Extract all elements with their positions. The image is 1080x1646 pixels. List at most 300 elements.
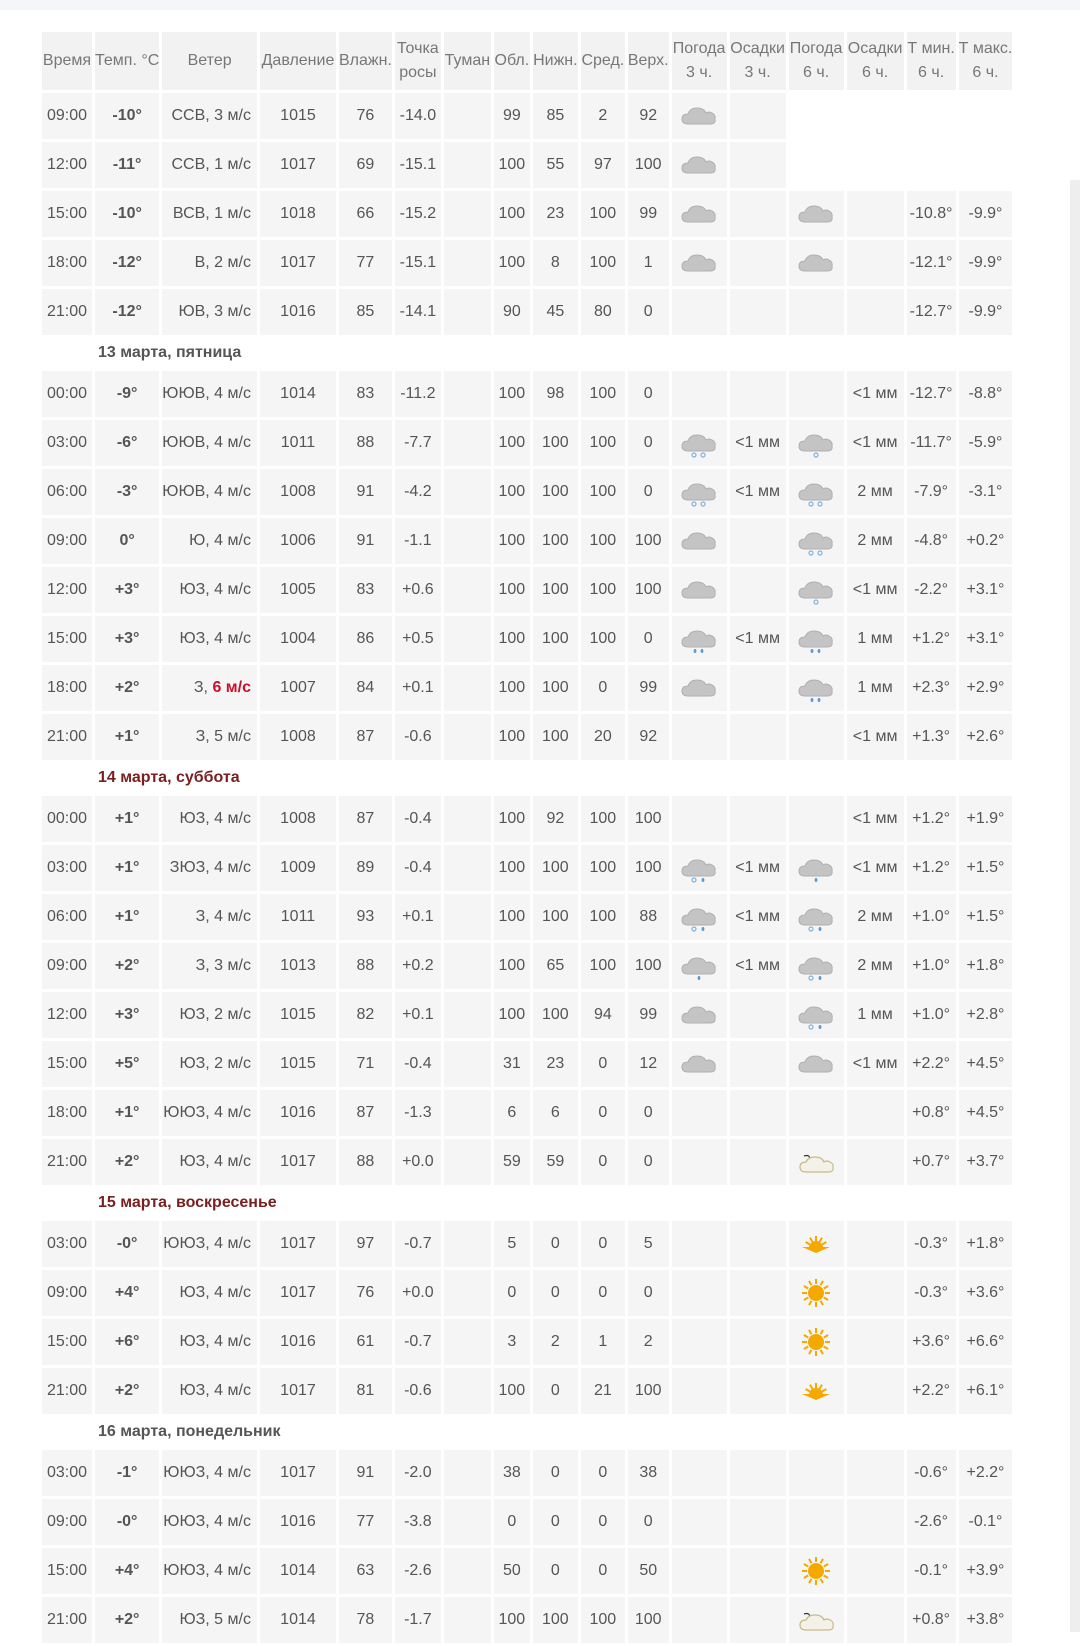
cell-pressure: 1016 [260,289,336,335]
header-col-8 [533,32,578,90]
cell-time: 18:00 [42,665,92,711]
cell-high: 38 [628,1450,669,1496]
cell-precip-6h [847,1090,904,1136]
cell-fog [444,240,491,286]
cell-time: 09:00 [42,93,92,139]
cell-cl: 100 [494,894,530,940]
cell-low: 85 [533,93,578,139]
cell-mid: 97 [581,142,625,188]
forecast-row [42,1041,1012,1087]
header-col-11 [672,32,727,90]
cell-tmin-6h: -0.3° [907,1221,956,1267]
cell-pressure: 1011 [260,420,336,466]
cell-time: 15:00 [42,616,92,662]
cell-high: 0 [628,1139,669,1185]
header-col-16 [959,32,1013,90]
cell-time: 09:00 [42,1270,92,1316]
cell-weather-3h [672,1499,727,1545]
cell-wind [162,992,257,1038]
cloud-icon [796,249,836,277]
cell-time: 15:00 [42,1548,92,1594]
cell-cl: 100 [494,567,530,613]
cell-fog [444,714,491,760]
moon-icon [796,1148,836,1176]
cell-low: 0 [533,1450,578,1496]
sunrise-icon [796,1377,836,1405]
cell-high: 0 [628,420,669,466]
wind-text: ЮЗ, 4 м/с [179,630,251,647]
cell-precip-6h: <1 мм [847,796,904,842]
cell-temp: +6° [95,1319,159,1365]
cell-empty [959,93,1013,139]
cell-empty [847,93,904,139]
cell-tmax-6h: +0.2° [959,518,1013,564]
cell-low: 2 [533,1319,578,1365]
cell-temp: 0° [95,518,159,564]
cell-hum: 71 [339,1041,392,1087]
cell-wind [162,567,257,613]
cell-weather-6h [789,1499,844,1545]
cell-dew: +0.1 [395,992,441,1038]
cell-cl: 5 [494,1221,530,1267]
header-label: Темп. °C [95,52,160,69]
cell-time: 09:00 [42,943,92,989]
cell-weather-3h [672,1597,727,1643]
cell-wind [162,93,257,139]
cell-tmax-6h: +1.5° [959,845,1013,891]
cell-high: 100 [628,943,669,989]
cell-high: 0 [628,1499,669,1545]
cell-hum: 76 [339,1270,392,1316]
cell-precip-3h [730,1221,786,1267]
cloud-icon [796,1050,836,1078]
day-label: 16 марта, понедельник [98,1423,281,1440]
cloud-icon [679,249,719,277]
cell-precip-3h [730,665,786,711]
cell-temp: +3° [95,616,159,662]
cell-tmax-6h: +1.9° [959,796,1013,842]
cell-fog [444,142,491,188]
cell-weather-3h [672,1450,727,1496]
cell-high: 2 [628,1319,669,1365]
cloud-icon [679,200,719,228]
cell-weather-3h [672,567,727,613]
cell-cl: 50 [494,1548,530,1594]
cloud-icon [796,200,836,228]
cell-precip-3h [730,567,786,613]
cell-weather-3h [672,240,727,286]
wind-text: ЮЗ, 4 м/с [179,1284,251,1301]
cell-hum: 93 [339,894,392,940]
wind-text: ЮЗ, 2 м/с [179,1055,251,1072]
cell-tmin-6h: -0.1° [907,1548,956,1594]
forecast-row [42,240,1012,286]
cell-mid: 100 [581,616,625,662]
cell-tmin-6h: +1.2° [907,796,956,842]
cell-tmin-6h: -4.8° [907,518,956,564]
cell-low: 98 [533,371,578,417]
cell-temp: +5° [95,1041,159,1087]
cell-tmax-6h: -9.9° [959,289,1013,335]
cell-tmax-6h: +6.6° [959,1319,1013,1365]
rain-icon [679,625,719,653]
cell-high: 0 [628,1090,669,1136]
snow-icon [796,527,836,555]
snow-icon [679,478,719,506]
cell-tmin-6h: -10.8° [907,191,956,237]
cell-cl: 100 [494,518,530,564]
cell-temp: +2° [95,1597,159,1643]
cell-fog [444,796,491,842]
cell-weather-3h [672,420,727,466]
cell-tmin-6h: +1.0° [907,992,956,1038]
header-col-4 [339,32,392,90]
wind-text: ЮВ, 3 м/с [178,303,251,320]
top-bar [0,0,1080,10]
header-label: Осадки [847,40,903,57]
cell-precip-6h [847,1319,904,1365]
cell-low: 100 [533,420,578,466]
cell-time: 12:00 [42,142,92,188]
wind-text: З, 4 м/с [195,908,251,925]
header-label: Время [42,52,92,69]
wind-text: ЮЗ, 5 м/с [179,1611,251,1628]
cell-dew: -1.1 [395,518,441,564]
cell-temp: -1° [95,1450,159,1496]
forecast-row [42,191,1012,237]
cell-weather-6h [789,1041,844,1087]
cell-mid: 100 [581,943,625,989]
cell-tmin-6h: +1.2° [907,616,956,662]
cell-cl: 38 [494,1450,530,1496]
cell-hum: 78 [339,1597,392,1643]
cell-pressure: 1017 [260,1221,336,1267]
cell-pressure: 1014 [260,1597,336,1643]
cell-precip-3h [730,1499,786,1545]
cell-weather-6h [789,1319,844,1365]
cell-fog [444,943,491,989]
cell-weather-3h [672,796,727,842]
cell-temp: +3° [95,992,159,1038]
cell-weather-6h [789,518,844,564]
cell-precip-6h: 1 мм [847,616,904,662]
cell-fog [444,518,491,564]
cell-low: 6 [533,1090,578,1136]
cell-tmin-6h: -0.6° [907,1450,956,1496]
cell-mid: 100 [581,894,625,940]
cell-cl: 90 [494,289,530,335]
cell-precip-3h [730,371,786,417]
cell-tmax-6h: -9.9° [959,240,1013,286]
cell-weather-6h [789,1597,844,1643]
forecast-row [42,142,1012,188]
scrollbar[interactable] [1070,180,1080,1632]
forecast-row [42,1450,1012,1496]
cell-weather-6h [789,714,844,760]
cell-hum: 61 [339,1319,392,1365]
forecast-row [42,1270,1012,1316]
cell-empty [789,93,844,139]
cell-mid: 94 [581,992,625,1038]
cell-tmin-6h: -0.3° [907,1270,956,1316]
cell-fog [444,992,491,1038]
cell-precip-6h: <1 мм [847,845,904,891]
sleet-icon [679,903,719,931]
cell-tmax-6h: -0.1° [959,1499,1013,1545]
cell-high: 5 [628,1221,669,1267]
cell-wind [162,1090,257,1136]
cell-empty [847,142,904,188]
forecast-row [42,1221,1012,1267]
cell-temp: +2° [95,665,159,711]
cell-time: 21:00 [42,289,92,335]
cell-cl: 100 [494,1368,530,1414]
cloud-icon [679,576,719,604]
cell-wind [162,142,257,188]
cell-temp: +1° [95,796,159,842]
cell-fog [444,93,491,139]
cell-precip-6h: 1 мм [847,665,904,711]
cell-tmin-6h: +1.0° [907,894,956,940]
sun-icon [796,1328,836,1356]
snow-icon [679,429,719,457]
cell-weather-6h [789,371,844,417]
cell-wind [162,665,257,711]
cell-mid: 21 [581,1368,625,1414]
cell-precip-3h [730,1041,786,1087]
cell-precip-6h: 2 мм [847,469,904,515]
cell-precip-3h [730,1270,786,1316]
cell-dew: -0.4 [395,845,441,891]
cell-precip-6h: 1 мм [847,992,904,1038]
cell-hum: 88 [339,943,392,989]
cell-pressure: 1008 [260,796,336,842]
sun-icon [796,1557,836,1585]
cell-dew: -0.7 [395,1221,441,1267]
snow1-icon [796,576,836,604]
cell-low: 100 [533,665,578,711]
cell-weather-6h [789,191,844,237]
cell-low: 0 [533,1270,578,1316]
header-col-3 [260,32,336,90]
cell-wind [162,1319,257,1365]
cell-pressure: 1006 [260,518,336,564]
cloud-icon [679,674,719,702]
cell-cl: 100 [494,420,530,466]
cell-hum: 63 [339,1548,392,1594]
cell-high: 100 [628,567,669,613]
wind-text: В, 2 м/с [194,254,251,271]
forecast-row [42,1499,1012,1545]
forecast-row [42,469,1012,515]
cell-time: 12:00 [42,567,92,613]
cell-temp: +2° [95,1139,159,1185]
cell-tmax-6h: +3.6° [959,1270,1013,1316]
cell-low: 100 [533,845,578,891]
header-col-15 [907,32,956,90]
cell-precip-3h [730,518,786,564]
cell-cl: 100 [494,665,530,711]
cell-wind [162,943,257,989]
cell-cl: 3 [494,1319,530,1365]
cell-precip-6h [847,289,904,335]
forecast-row [42,1597,1012,1643]
cell-tmax-6h: +2.2° [959,1450,1013,1496]
cell-tmax-6h: -8.8° [959,371,1013,417]
cell-high: 100 [628,845,669,891]
cell-precip-6h [847,1139,904,1185]
header-label: Погода [672,40,726,57]
cell-weather-3h [672,1221,727,1267]
header-sublabel: 6 ч. [862,64,889,81]
forecast-row [42,1139,1012,1185]
cell-weather-6h [789,894,844,940]
cell-fog [444,1090,491,1136]
forecast-row [42,992,1012,1038]
cell-time: 15:00 [42,191,92,237]
header-col-13 [789,32,844,90]
rain-icon [796,674,836,702]
cell-mid: 0 [581,1499,625,1545]
cell-weather-6h [789,567,844,613]
cell-mid: 0 [581,1270,625,1316]
cell-low: 0 [533,1221,578,1267]
cell-cl: 100 [494,371,530,417]
cell-mid: 80 [581,289,625,335]
cell-high: 0 [628,1270,669,1316]
wind-text: ЗЮЗ, 4 м/с [169,859,251,876]
header-sublabel: 3 ч. [686,64,713,81]
cell-precip-3h [730,1548,786,1594]
cell-precip-6h: <1 мм [847,420,904,466]
cell-time: 03:00 [42,1450,92,1496]
cell-tmin-6h: +2.2° [907,1368,956,1414]
cell-tmin-6h: -12.7° [907,289,956,335]
cell-weather-6h [789,665,844,711]
cell-precip-3h [730,1597,786,1643]
sleet-icon [679,854,719,882]
cell-weather-6h [789,1270,844,1316]
cell-weather-6h [789,240,844,286]
cell-fog [444,1221,491,1267]
cell-time: 09:00 [42,1499,92,1545]
cell-temp: -0° [95,1499,159,1545]
cell-mid: 0 [581,1450,625,1496]
header-label: Нижн. [533,52,578,69]
cell-fog [444,1139,491,1185]
sleet-icon [796,952,836,980]
cell-weather-3h [672,845,727,891]
wind-text: ЮЗ, 4 м/с [179,1382,251,1399]
cell-fog [444,665,491,711]
cell-high: 12 [628,1041,669,1087]
cell-mid: 0 [581,1548,625,1594]
cell-pressure: 1017 [260,142,336,188]
cell-precip-6h [847,1499,904,1545]
cell-pressure: 1013 [260,943,336,989]
cell-time: 18:00 [42,240,92,286]
cell-wind [162,1450,257,1496]
cell-wind [162,371,257,417]
cell-weather-3h [672,142,727,188]
cell-high: 100 [628,1597,669,1643]
cell-weather-3h [672,1319,727,1365]
sleet-icon [796,1001,836,1029]
day-label: 13 марта, пятница [98,344,242,361]
cell-tmax-6h: +2.9° [959,665,1013,711]
wind-text: ЮЮЗ, 4 м/с [163,1235,251,1252]
cloud-icon [679,527,719,555]
cell-pressure: 1009 [260,845,336,891]
cell-high: 0 [628,289,669,335]
cell-tmax-6h: +3.1° [959,616,1013,662]
day-separator [42,1188,1012,1218]
cell-hum: 88 [339,420,392,466]
cell-cl: 100 [494,191,530,237]
header-col-10 [628,32,669,90]
cell-fog [444,1597,491,1643]
sunrise-icon [796,1230,836,1258]
cell-hum: 91 [339,1450,392,1496]
cell-weather-3h [672,894,727,940]
cell-tmax-6h: +3.1° [959,567,1013,613]
wind-text: ССВ, 3 м/с [171,107,251,124]
wind-text: ЮЮЗ, 4 м/с [163,1464,251,1481]
cell-wind [162,1221,257,1267]
cell-weather-6h [789,845,844,891]
cell-tmax-6h: +6.1° [959,1368,1013,1414]
cell-fog [444,420,491,466]
cell-pressure: 1016 [260,1499,336,1545]
cell-fog [444,894,491,940]
cell-dew: +0.1 [395,665,441,711]
cell-wind [162,845,257,891]
cell-hum: 84 [339,665,392,711]
cell-wind [162,191,257,237]
header-label: Ветер [187,52,232,69]
cell-time: 06:00 [42,469,92,515]
cell-tmin-6h: +3.6° [907,1319,956,1365]
cell-cl: 100 [494,845,530,891]
cell-wind [162,1368,257,1414]
cell-dew: +0.1 [395,894,441,940]
header-col-12 [730,32,786,90]
cell-weather-3h [672,1139,727,1185]
cell-cl: 100 [494,616,530,662]
cell-precip-6h [847,1548,904,1594]
cell-hum: 91 [339,469,392,515]
cell-hum: 83 [339,371,392,417]
cell-low: 8 [533,240,578,286]
wind-text: ЮЗ, 4 м/с [179,581,251,598]
wind-text: ЮЮЗ, 4 м/с [163,1104,251,1121]
cell-pressure: 1017 [260,1139,336,1185]
wind-text: ЮЗ, 2 м/с [179,1006,251,1023]
header-col-0 [42,32,92,90]
header-col-6 [444,32,491,90]
cell-cl: 99 [494,93,530,139]
sun-icon [796,1279,836,1307]
cell-time: 15:00 [42,1041,92,1087]
wind-text: ЮЗ, 4 м/с [179,1333,251,1350]
wind-text: ЮЗ, 4 м/с [179,810,251,827]
cell-weather-3h [672,371,727,417]
forecast-row [42,1368,1012,1414]
cell-weather-6h [789,1548,844,1594]
cell-weather-3h [672,616,727,662]
wind-text: З, [193,679,213,696]
cell-temp: +3° [95,567,159,613]
